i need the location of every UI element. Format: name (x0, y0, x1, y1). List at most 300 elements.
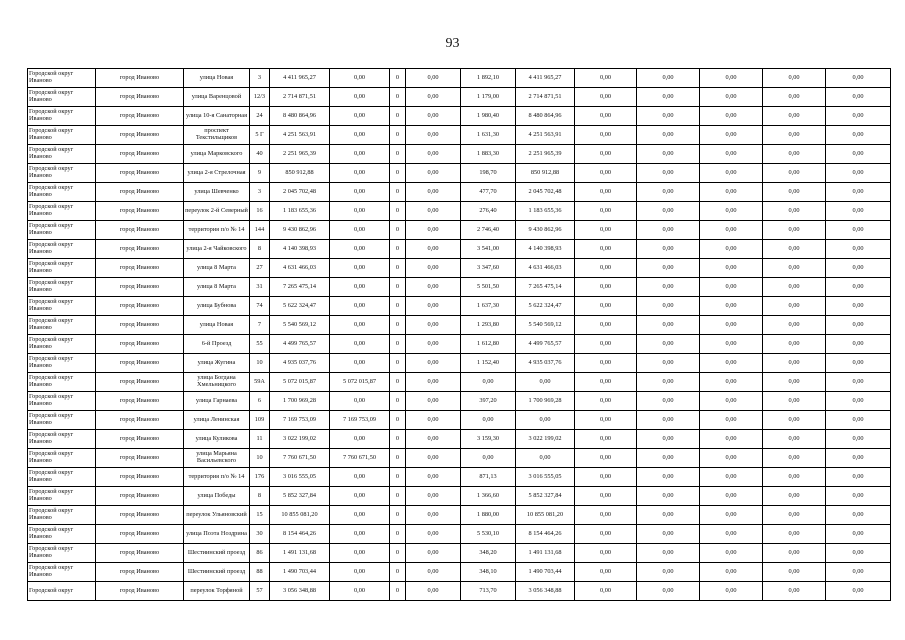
street-cell: 6-й Проезд (184, 335, 250, 354)
table-row (28, 278, 891, 297)
street-cell: улица Варенцовой (184, 88, 250, 107)
total-cost-cell: 7 760 671,50 (270, 449, 330, 468)
settlement-cell: город Иваново (96, 354, 184, 373)
amount-cell: 0,00 (700, 69, 763, 88)
amount-cell: 0,00 (637, 392, 700, 411)
count-cell: 0 (390, 278, 406, 297)
amount-cell: 0,00 (826, 88, 891, 107)
municipality-cell: Городской округ Иваново (28, 316, 96, 335)
table-row (28, 468, 891, 487)
amount-cell: 0,00 (406, 582, 461, 601)
cost-cell: 1 490 703,44 (516, 563, 575, 582)
settlement-cell: город Иваново (96, 506, 184, 525)
table-row (28, 487, 891, 506)
settlement-cell: город Иваново (96, 373, 184, 392)
street-cell: переулок 2-й Северный (184, 202, 250, 221)
amount-cell: 0,00 (330, 487, 390, 506)
area-cell: 3 159,30 (461, 430, 516, 449)
amount-cell: 0,00 (575, 164, 637, 183)
area-cell: 1 612,80 (461, 335, 516, 354)
total-cost-cell: 850 912,88 (270, 164, 330, 183)
municipality-cell: Городской округ Иваново (28, 164, 96, 183)
house-number-cell: 5 Г (250, 126, 270, 145)
cost-cell: 8 480 864,96 (516, 107, 575, 126)
area-cell: 3 541,00 (461, 240, 516, 259)
amount-cell: 0,00 (330, 297, 390, 316)
house-number-cell: 3 (250, 183, 270, 202)
amount-cell: 0,00 (763, 69, 826, 88)
amount-cell: 0,00 (826, 259, 891, 278)
house-number-cell: 86 (250, 544, 270, 563)
amount-cell: 0,00 (700, 487, 763, 506)
area-cell: 1 880,00 (461, 506, 516, 525)
total-cost-cell: 3 022 199,02 (270, 430, 330, 449)
amount-cell: 0,00 (330, 164, 390, 183)
page-number: 93 (445, 36, 460, 51)
amount-cell: 0,00 (575, 506, 637, 525)
amount-cell: 0,00 (406, 354, 461, 373)
settlement-cell: город Иваново (96, 202, 184, 221)
settlement-cell: город Иваново (96, 335, 184, 354)
area-cell: 1 637,30 (461, 297, 516, 316)
area-cell: 0,00 (461, 373, 516, 392)
amount-cell: 0,00 (406, 316, 461, 335)
count-cell: 0 (390, 468, 406, 487)
municipality-cell: Городской округ Иваново (28, 259, 96, 278)
amount-cell: 0,00 (406, 506, 461, 525)
municipality-cell: Городской округ Иваново (28, 221, 96, 240)
street-cell: улица 2-я Чайковского (184, 240, 250, 259)
house-number-cell: 109 (250, 411, 270, 430)
amount-cell: 0,00 (575, 278, 637, 297)
total-cost-cell: 9 430 862,96 (270, 221, 330, 240)
amount-cell: 0,00 (700, 468, 763, 487)
amount-cell: 0,00 (330, 335, 390, 354)
amount-cell: 0,00 (763, 411, 826, 430)
total-cost-cell: 1 700 969,28 (270, 392, 330, 411)
house-number-cell: 88 (250, 563, 270, 582)
table-row (28, 126, 891, 145)
amount-cell: 0,00 (637, 563, 700, 582)
municipality-cell: Городской округ Иваново (28, 145, 96, 164)
amount-cell: 0,00 (826, 411, 891, 430)
settlement-cell: город Иваново (96, 259, 184, 278)
count-cell: 0 (390, 126, 406, 145)
amount-cell: 0,00 (637, 183, 700, 202)
count-cell: 0 (390, 563, 406, 582)
amount-cell: 0,00 (406, 468, 461, 487)
count-cell: 0 (390, 316, 406, 335)
total-cost-cell: 4 140 398,93 (270, 240, 330, 259)
count-cell: 0 (390, 582, 406, 601)
total-cost-cell: 4 631 466,03 (270, 259, 330, 278)
area-cell: 397,20 (461, 392, 516, 411)
count-cell: 0 (390, 544, 406, 563)
house-number-cell: 31 (250, 278, 270, 297)
municipality-cell: Городской округ Иваново (28, 183, 96, 202)
cost-cell: 0,00 (516, 411, 575, 430)
amount-cell: 0,00 (826, 316, 891, 335)
amount-cell: 0,00 (763, 240, 826, 259)
municipality-cell: Городской округ Иваново (28, 392, 96, 411)
cost-cell: 7 265 475,14 (516, 278, 575, 297)
amount-cell: 0,00 (637, 430, 700, 449)
table-row (28, 88, 891, 107)
amount-cell: 0,00 (575, 411, 637, 430)
amount-cell: 0,00 (763, 506, 826, 525)
table-row (28, 544, 891, 563)
street-cell: улица Марьяна Васильевского (184, 449, 250, 468)
amount-cell: 0,00 (700, 259, 763, 278)
street-cell: переулок Ульяновский (184, 506, 250, 525)
amount-cell: 0,00 (826, 126, 891, 145)
amount-cell: 0,00 (700, 221, 763, 240)
total-cost-cell: 3 016 555,05 (270, 468, 330, 487)
amount-cell: 0,00 (700, 563, 763, 582)
table-row (28, 240, 891, 259)
area-cell: 348,10 (461, 563, 516, 582)
house-number-cell: 30 (250, 525, 270, 544)
street-cell: улица Богдана Хмельницкого (184, 373, 250, 392)
amount-cell: 0,00 (406, 335, 461, 354)
amount-cell: 0,00 (763, 259, 826, 278)
municipality-cell: Городской округ Иваново (28, 411, 96, 430)
house-number-cell: 16 (250, 202, 270, 221)
table-row (28, 259, 891, 278)
area-cell: 348,20 (461, 544, 516, 563)
amount-cell: 0,00 (575, 430, 637, 449)
amount-cell: 0,00 (700, 373, 763, 392)
amount-cell: 0,00 (330, 544, 390, 563)
amount-cell: 0,00 (637, 487, 700, 506)
amount-cell: 0,00 (330, 506, 390, 525)
amount-cell: 0,00 (330, 354, 390, 373)
municipality-cell: Городской округ (28, 582, 96, 601)
cost-cell: 0,00 (516, 449, 575, 468)
cost-cell: 3 016 555,05 (516, 468, 575, 487)
amount-cell: 5 072 015,87 (330, 373, 390, 392)
count-cell: 0 (390, 525, 406, 544)
table-row (28, 506, 891, 525)
street-cell: улица Гарнаева (184, 392, 250, 411)
amount-cell: 0,00 (406, 240, 461, 259)
total-cost-cell: 8 154 464,26 (270, 525, 330, 544)
amount-cell: 0,00 (700, 411, 763, 430)
amount-cell: 0,00 (637, 278, 700, 297)
amount-cell: 0,00 (330, 316, 390, 335)
settlement-cell: город Иваново (96, 221, 184, 240)
area-cell: 198,70 (461, 164, 516, 183)
amount-cell: 0,00 (700, 544, 763, 563)
amount-cell: 0,00 (826, 335, 891, 354)
total-cost-cell: 10 855 081,20 (270, 506, 330, 525)
amount-cell: 0,00 (763, 107, 826, 126)
amount-cell: 0,00 (763, 126, 826, 145)
amount-cell: 0,00 (330, 563, 390, 582)
total-cost-cell: 5 622 324,47 (270, 297, 330, 316)
amount-cell: 0,00 (826, 278, 891, 297)
amount-cell: 0,00 (763, 430, 826, 449)
municipality-cell: Городской округ Иваново (28, 487, 96, 506)
amount-cell: 0,00 (406, 183, 461, 202)
amount-cell: 0,00 (763, 88, 826, 107)
street-cell: Шестиинский проезд (184, 544, 250, 563)
total-cost-cell: 4 411 965,27 (270, 69, 330, 88)
house-number-cell: 55 (250, 335, 270, 354)
amount-cell: 0,00 (575, 88, 637, 107)
street-cell: улица 2-я Стрелочная (184, 164, 250, 183)
count-cell: 0 (390, 373, 406, 392)
area-cell: 3 347,60 (461, 259, 516, 278)
amount-cell: 0,00 (700, 164, 763, 183)
amount-cell: 0,00 (330, 525, 390, 544)
amount-cell: 0,00 (575, 392, 637, 411)
house-number-cell: 7 (250, 316, 270, 335)
amount-cell: 0,00 (406, 278, 461, 297)
amount-cell: 0,00 (637, 354, 700, 373)
amount-cell: 0,00 (637, 145, 700, 164)
cost-cell: 850 912,88 (516, 164, 575, 183)
amount-cell: 0,00 (637, 506, 700, 525)
amount-cell: 0,00 (330, 240, 390, 259)
street-cell: территория п/о № 14 (184, 468, 250, 487)
amount-cell: 0,00 (330, 392, 390, 411)
amount-cell: 0,00 (575, 259, 637, 278)
settlement-cell: город Иваново (96, 145, 184, 164)
cost-cell: 4 935 037,76 (516, 354, 575, 373)
count-cell: 0 (390, 430, 406, 449)
settlement-cell: город Иваново (96, 316, 184, 335)
amount-cell: 0,00 (700, 240, 763, 259)
settlement-cell: город Иваново (96, 240, 184, 259)
amount-cell: 0,00 (330, 582, 390, 601)
count-cell: 0 (390, 69, 406, 88)
amount-cell: 0,00 (330, 69, 390, 88)
house-number-cell: 74 (250, 297, 270, 316)
amount-cell: 0,00 (637, 240, 700, 259)
amount-cell: 0,00 (330, 88, 390, 107)
amount-cell: 0,00 (763, 582, 826, 601)
amount-cell: 0,00 (406, 259, 461, 278)
amount-cell: 0,00 (406, 392, 461, 411)
house-number-cell: 40 (250, 145, 270, 164)
municipality-cell: Городской округ Иваново (28, 240, 96, 259)
total-cost-cell: 2 251 965,39 (270, 145, 330, 164)
settlement-cell: город Иваново (96, 411, 184, 430)
settlement-cell: город Иваново (96, 278, 184, 297)
cost-cell: 2 714 871,51 (516, 88, 575, 107)
street-cell: улица 10-я Санаторная (184, 107, 250, 126)
amount-cell: 0,00 (637, 411, 700, 430)
total-cost-cell: 1 490 703,44 (270, 563, 330, 582)
amount-cell: 0,00 (700, 126, 763, 145)
area-cell: 2 746,40 (461, 221, 516, 240)
house-number-cell: 6 (250, 392, 270, 411)
amount-cell: 0,00 (637, 221, 700, 240)
house-number-cell: 12/3 (250, 88, 270, 107)
cost-cell: 3 022 199,02 (516, 430, 575, 449)
cost-cell: 1 491 131,68 (516, 544, 575, 563)
table-row (28, 69, 891, 88)
amount-cell: 0,00 (406, 487, 461, 506)
area-cell: 0,00 (461, 449, 516, 468)
amount-cell: 0,00 (406, 202, 461, 221)
amount-cell: 0,00 (406, 164, 461, 183)
amount-cell: 0,00 (330, 468, 390, 487)
amount-cell: 0,00 (763, 183, 826, 202)
municipality-cell: Городской округ Иваново (28, 297, 96, 316)
count-cell: 0 (390, 183, 406, 202)
street-cell: улица Марковского (184, 145, 250, 164)
amount-cell: 0,00 (700, 335, 763, 354)
amount-cell: 7 760 671,50 (330, 449, 390, 468)
house-number-cell: 10 (250, 449, 270, 468)
house-number-cell: 15 (250, 506, 270, 525)
amount-cell: 0,00 (826, 525, 891, 544)
count-cell: 0 (390, 145, 406, 164)
amount-cell: 0,00 (700, 183, 763, 202)
amount-cell: 0,00 (700, 107, 763, 126)
amount-cell: 0,00 (826, 544, 891, 563)
cost-cell: 1 183 655,36 (516, 202, 575, 221)
amount-cell: 0,00 (637, 259, 700, 278)
settlement-cell: город Иваново (96, 392, 184, 411)
amount-cell: 0,00 (406, 69, 461, 88)
house-number-cell: 9 (250, 164, 270, 183)
amount-cell: 0,00 (826, 240, 891, 259)
count-cell: 0 (390, 88, 406, 107)
amount-cell: 0,00 (330, 202, 390, 221)
street-cell: улица Новая (184, 69, 250, 88)
amount-cell: 7 169 753,09 (330, 411, 390, 430)
amount-cell: 0,00 (575, 449, 637, 468)
area-cell: 1 152,40 (461, 354, 516, 373)
house-number-cell: 8 (250, 487, 270, 506)
municipality-cell: Городской округ Иваново (28, 126, 96, 145)
amount-cell: 0,00 (826, 145, 891, 164)
cost-cell: 4 411 965,27 (516, 69, 575, 88)
municipality-cell: Городской округ Иваново (28, 278, 96, 297)
count-cell: 0 (390, 164, 406, 183)
street-cell: улица Поэта Ноздрина (184, 525, 250, 544)
table-row (28, 563, 891, 582)
amount-cell: 0,00 (575, 69, 637, 88)
house-number-cell: 27 (250, 259, 270, 278)
amount-cell: 0,00 (575, 107, 637, 126)
amount-cell: 0,00 (330, 430, 390, 449)
area-cell: 1 366,60 (461, 487, 516, 506)
cost-cell: 5 540 569,12 (516, 316, 575, 335)
table-row (28, 164, 891, 183)
house-number-cell: 11 (250, 430, 270, 449)
count-cell: 0 (390, 107, 406, 126)
amount-cell: 0,00 (700, 354, 763, 373)
data-table (27, 68, 891, 601)
municipality-cell: Городской округ Иваново (28, 354, 96, 373)
table-row (28, 411, 891, 430)
amount-cell: 0,00 (575, 373, 637, 392)
amount-cell: 0,00 (330, 259, 390, 278)
municipality-cell: Городской округ Иваново (28, 449, 96, 468)
total-cost-cell: 4 251 563,91 (270, 126, 330, 145)
cost-cell: 8 154 464,26 (516, 525, 575, 544)
table-row (28, 373, 891, 392)
area-cell: 0,00 (461, 411, 516, 430)
amount-cell: 0,00 (637, 107, 700, 126)
municipality-cell: Городской округ Иваново (28, 468, 96, 487)
settlement-cell: город Иваново (96, 449, 184, 468)
amount-cell: 0,00 (406, 297, 461, 316)
street-cell: улица 8 Марта (184, 278, 250, 297)
amount-cell: 0,00 (575, 297, 637, 316)
amount-cell: 0,00 (826, 373, 891, 392)
amount-cell: 0,00 (637, 126, 700, 145)
area-cell: 1 293,80 (461, 316, 516, 335)
amount-cell: 0,00 (575, 354, 637, 373)
table-row (28, 525, 891, 544)
amount-cell: 0,00 (763, 468, 826, 487)
count-cell: 0 (390, 449, 406, 468)
total-cost-cell: 1 183 655,36 (270, 202, 330, 221)
table-row (28, 354, 891, 373)
settlement-cell: город Иваново (96, 69, 184, 88)
amount-cell: 0,00 (575, 240, 637, 259)
street-cell: проспект Текстильщиков (184, 126, 250, 145)
count-cell: 0 (390, 297, 406, 316)
amount-cell: 0,00 (763, 145, 826, 164)
municipality-cell: Городской округ Иваново (28, 373, 96, 392)
settlement-cell: город Иваново (96, 164, 184, 183)
amount-cell: 0,00 (406, 373, 461, 392)
amount-cell: 0,00 (826, 563, 891, 582)
amount-cell: 0,00 (826, 297, 891, 316)
cost-cell: 2 045 702,48 (516, 183, 575, 202)
amount-cell: 0,00 (406, 221, 461, 240)
area-cell: 1 980,40 (461, 107, 516, 126)
cost-cell: 3 056 348,88 (516, 582, 575, 601)
amount-cell: 0,00 (637, 164, 700, 183)
area-cell: 1 883,30 (461, 145, 516, 164)
amount-cell: 0,00 (763, 525, 826, 544)
amount-cell: 0,00 (700, 506, 763, 525)
amount-cell: 0,00 (637, 88, 700, 107)
amount-cell: 0,00 (826, 221, 891, 240)
table-row (28, 430, 891, 449)
amount-cell: 0,00 (826, 582, 891, 601)
settlement-cell: город Иваново (96, 183, 184, 202)
cost-cell: 4 140 398,93 (516, 240, 575, 259)
count-cell: 0 (390, 221, 406, 240)
amount-cell: 0,00 (826, 506, 891, 525)
count-cell: 0 (390, 487, 406, 506)
amount-cell: 0,00 (763, 544, 826, 563)
amount-cell: 0,00 (575, 525, 637, 544)
total-cost-cell: 2 714 871,51 (270, 88, 330, 107)
amount-cell: 0,00 (763, 202, 826, 221)
street-cell: улица Жугина (184, 354, 250, 373)
amount-cell: 0,00 (330, 145, 390, 164)
total-cost-cell: 5 852 327,84 (270, 487, 330, 506)
total-cost-cell: 3 056 348,88 (270, 582, 330, 601)
table-row (28, 335, 891, 354)
amount-cell: 0,00 (575, 563, 637, 582)
street-cell: улица Шевченко (184, 183, 250, 202)
amount-cell: 0,00 (330, 183, 390, 202)
amount-cell: 0,00 (575, 316, 637, 335)
amount-cell: 0,00 (406, 88, 461, 107)
table-row (28, 183, 891, 202)
house-number-cell: 59А (250, 373, 270, 392)
